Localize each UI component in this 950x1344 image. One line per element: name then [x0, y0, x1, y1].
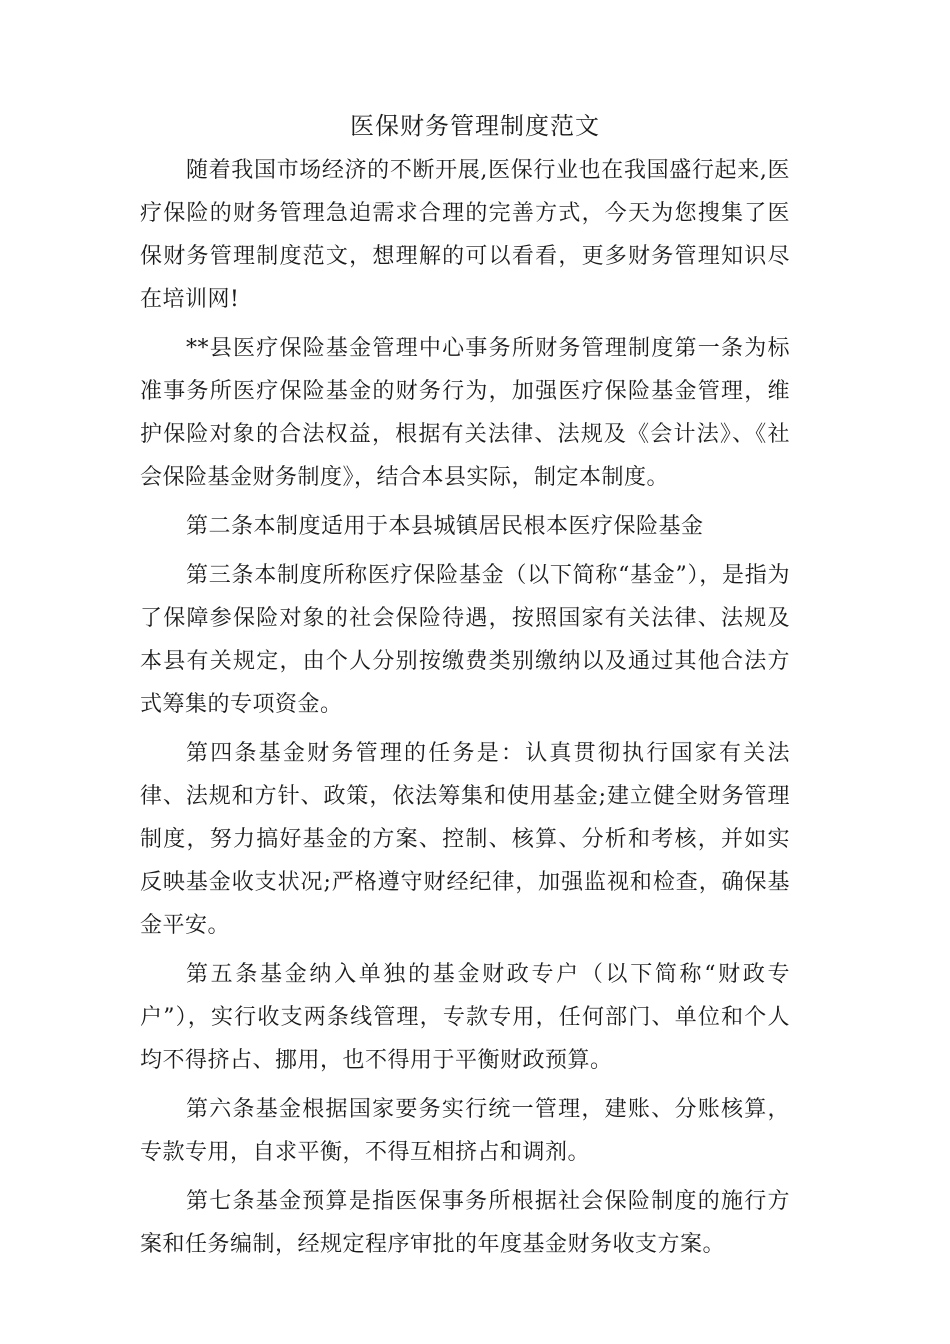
paragraph-article-3: 第三条本制度所称医疗保险基金（以下简称“基金”），是指为了保障参保险对象的社会保险待遇，按照国家有关法律、法规及本县有关规定，由个人分别按缴费类别缴纳以及通过其他合法方式筹集的专项资金。 — [140, 563, 790, 717]
paragraph-article-7: 第七条基金预算是指医保事务所根据社会保险制度的施行方案和任务编制，经规定程序审批的年度基金财务收支方案。 — [140, 1189, 790, 1257]
paragraph-article-4: 第四条基金财务管理的任务是：认真贯彻执行国家有关法律、法规和方针、政策，依法筹集和使用基金;建立健全财务管理制度，努力搞好基金的方案、控制、核算、分析和考核，并如实反映基金收支状况;严格遵守财经纪律，加强监视和检查，确保基金平安。 — [140, 741, 790, 938]
paragraph-article-2: 第二条本制度适用于本县城镇居民根本医疗保险基金 — [186, 514, 704, 539]
document-body — [140, 149, 790, 1272]
paragraph-article-5: 第五条基金纳入单独的基金财政专户（以下简称“财政专户”），实行收支两条线管理，专款专用，任何部门、单位和个人均不得挤占、挪用，也不得用于平衡财政预算。 — [140, 962, 790, 1073]
paragraph-intro: 随着我国市场经济的不断开展,医保行业也在我国盛行起来,医疗保险的财务管理急迫需求合理的完善方式，今天为您搜集了医保财务管理制度范文，想理解的可以看看，更多财务管理知识尽在培训网! — [140, 158, 790, 312]
paragraph-article-6: 第六条基金根据国家要务实行统一管理，建账、分账核算，专款专用，自求平衡，不得互相挤占和调剂。 — [140, 1097, 790, 1165]
paragraph-article-1: **县医疗保险基金管理中心事务所财务管理制度第一条为标准事务所医疗保险基金的财务行为，加强医疗保险基金管理，维护保险对象的合法权益，根据有关法律、法规及《会计法》、《社会保险基金财务制度》，结合本县实际，制定本制度。 — [140, 336, 790, 490]
document-title: 医保财务管理制度范文 — [350, 112, 600, 140]
